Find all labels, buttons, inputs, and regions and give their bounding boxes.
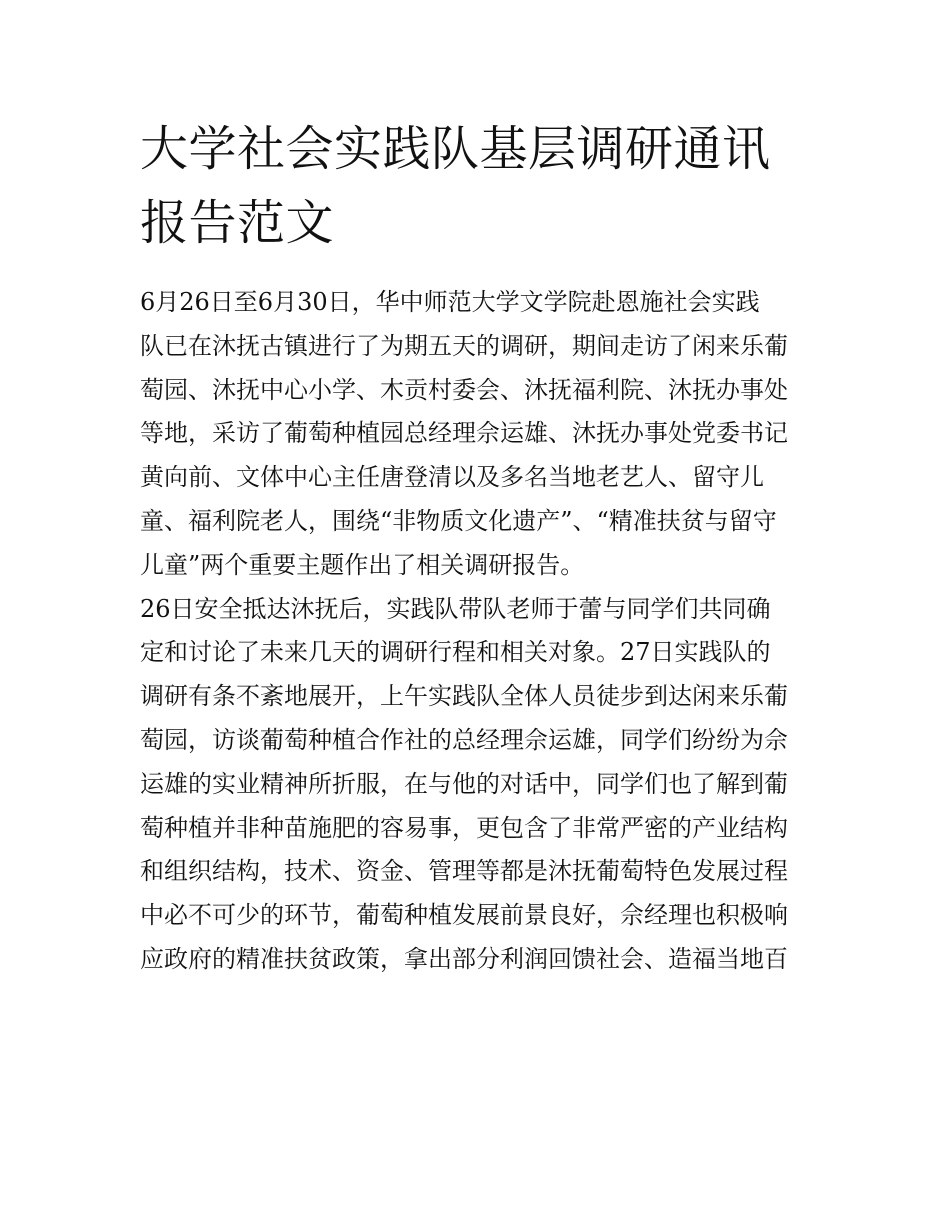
body-line: 等地，采访了葡萄种植园总经理佘运雄、沐抚办事处党委书记 bbox=[140, 419, 788, 448]
body-line: 队已在沐抚古镇进行了为期五天的调研，期间走访了闲来乐葡 bbox=[140, 331, 788, 360]
body-line: 童、福利院老人，围绕“非物质文化遗产”、“精准扶贫与留守 bbox=[140, 506, 777, 535]
document-page bbox=[140, 112, 820, 982]
body-line: 定和讨论了未来几天的调研行程和相关对象。27日实践队的 bbox=[140, 638, 771, 667]
body-line: 运雄的实业精神所折服，在与他的对话中，同学们也了解到葡 bbox=[140, 769, 788, 798]
body-line: 6月26日至6月30日，华中师范大学文学院赴恩施社会实践 bbox=[140, 288, 760, 316]
body-line: 和组织结构，技术、资金、管理等都是沐抚葡萄特色发展过程 bbox=[140, 857, 788, 886]
body-line: 26日安全抵达沐抚后，实践队带队老师于蕾与同学们共同确 bbox=[140, 594, 771, 623]
body-line: 应政府的精准扶贫政策，拿出部分利润回馈社会、造福当地百 bbox=[140, 944, 788, 973]
body-line: 萄园、沐抚中心小学、木贡村委会、沐抚福利院、沐抚办事处 bbox=[140, 375, 788, 404]
body-line: 黄向前、文体中心主任唐登清以及多名当地老艺人、留守儿 bbox=[140, 463, 764, 492]
body-line: 萄种植并非种苗施肥的容易事，更包含了非常严密的产业结构 bbox=[140, 813, 788, 842]
body-line: 调研有条不紊地展开，上午实践队全体人员徒步到达闲来乐葡 bbox=[140, 682, 788, 711]
body-line: 中必不可少的环节，葡萄种植发展前景良好，佘经理也积极响 bbox=[140, 901, 788, 930]
body-line: 儿童”两个重要主题作出了相关调研报告。 bbox=[140, 550, 585, 579]
document-body bbox=[140, 281, 820, 982]
document-title bbox=[140, 112, 820, 260]
body-line: 萄园，访谈葡萄种植合作社的总经理佘运雄，同学们纷纷为佘 bbox=[140, 725, 788, 754]
title-line: 大学社会实践队基层调研通讯 bbox=[140, 121, 771, 177]
title-line: 报告范文 bbox=[140, 195, 335, 251]
